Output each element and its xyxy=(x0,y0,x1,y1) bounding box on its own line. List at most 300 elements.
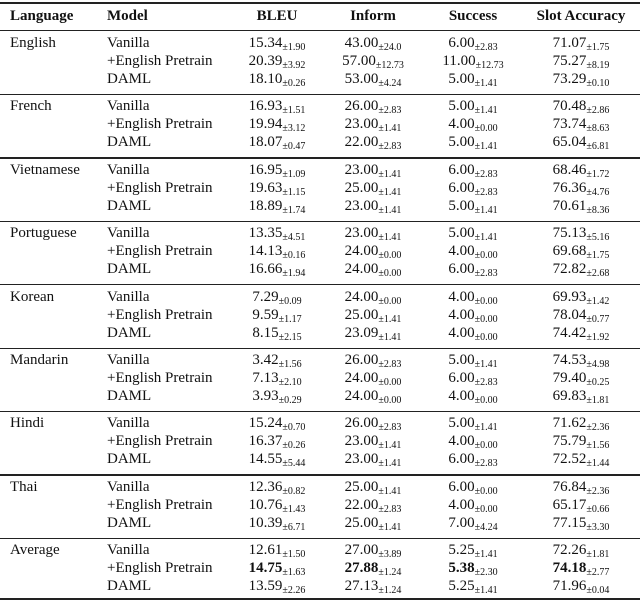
inform-cell xyxy=(328,133,418,156)
inform-std: ±1.41 xyxy=(378,204,402,216)
group-rule xyxy=(0,221,640,222)
slot-cell xyxy=(532,577,630,600)
slot-cell xyxy=(532,133,630,156)
model-label: +English Pretrain xyxy=(107,433,213,450)
success-std: ±1.41 xyxy=(474,232,498,244)
success-std: ±2.83 xyxy=(474,458,498,470)
inform-value: 24.00 xyxy=(344,288,379,305)
bleu-std: ±2.26 xyxy=(282,585,306,597)
model-label: Vanilla xyxy=(107,98,150,115)
inform-std: ±2.83 xyxy=(378,141,402,153)
slot-value: 76.84 xyxy=(552,478,587,495)
table-row xyxy=(0,115,640,133)
inform-std: ±0.00 xyxy=(378,295,402,307)
inform-value: 23.00 xyxy=(344,225,379,242)
success-value: 4.00 xyxy=(448,388,475,404)
bleu-cell xyxy=(232,197,322,220)
bleu-std: ±4.51 xyxy=(282,232,306,244)
bleu-value: 14.75 xyxy=(248,560,283,577)
success-std: ±1.41 xyxy=(474,359,498,370)
bleu-value: 15.24 xyxy=(248,415,283,432)
success-value: 6.00 xyxy=(448,161,475,178)
inform-value: 23.00 xyxy=(344,451,379,468)
bleu-value: 9.59 xyxy=(252,306,279,323)
model-label: DAML xyxy=(107,578,152,595)
success-cell xyxy=(426,514,520,537)
slot-value: 74.42 xyxy=(552,324,587,341)
success-value: 5.00 xyxy=(448,415,475,432)
inform-value: 24.00 xyxy=(344,261,379,278)
language-label: Vietnamese xyxy=(10,161,80,178)
table-row xyxy=(0,133,640,151)
bleu-cell xyxy=(232,133,322,156)
inform-value: 23.00 xyxy=(344,161,379,178)
inform-value: 26.00 xyxy=(344,98,379,115)
table-row xyxy=(0,541,640,559)
success-value: 6.00 xyxy=(448,451,475,468)
inform-std: ±1.41 xyxy=(378,123,402,135)
slot-cell xyxy=(532,387,630,410)
table-row xyxy=(0,432,640,450)
bleu-std: ±0.29 xyxy=(278,395,302,406)
bleu-std: ±1.50 xyxy=(282,549,306,561)
inform-value: 26.00 xyxy=(344,415,379,432)
table-row xyxy=(0,369,640,387)
language-label: Portuguese xyxy=(10,225,77,242)
inform-value: 43.00 xyxy=(344,35,379,51)
inform-cell xyxy=(328,450,418,473)
success-value: 5.00 xyxy=(448,98,475,115)
slot-value: 69.93 xyxy=(552,288,587,305)
success-std: ±1.41 xyxy=(474,585,498,597)
inform-std: ±0.00 xyxy=(378,395,402,406)
bleu-value: 10.39 xyxy=(248,514,283,531)
table-row xyxy=(0,70,640,88)
success-std: ±1.41 xyxy=(474,105,498,117)
bleu-std: ±1.74 xyxy=(282,204,306,216)
success-value: 4.00 xyxy=(448,288,475,305)
bleu-std: ±1.94 xyxy=(282,268,306,280)
inform-std: ±2.83 xyxy=(378,422,402,434)
inform-value: 25.00 xyxy=(344,478,379,495)
table-row xyxy=(0,242,640,260)
slot-value: 74.53 xyxy=(552,352,587,368)
bleu-std: ±3.12 xyxy=(282,123,306,135)
bleu-cell xyxy=(232,514,322,537)
model-label: DAML xyxy=(107,388,152,404)
group-rule xyxy=(0,411,640,412)
table-row xyxy=(0,224,640,242)
inform-value: 25.00 xyxy=(344,514,379,531)
model-label: +English Pretrain xyxy=(107,370,213,386)
group-rule xyxy=(0,284,640,285)
inform-std: ±2.83 xyxy=(378,105,402,117)
header-slot-accuracy: Slot Accuracy xyxy=(536,8,626,24)
bleu-std: ±0.70 xyxy=(282,422,306,434)
model-label: DAML xyxy=(107,261,152,278)
group-rule xyxy=(0,157,640,158)
bleu-cell xyxy=(232,387,322,410)
inform-std: ±0.00 xyxy=(378,250,402,262)
table-row xyxy=(0,387,640,405)
bleu-value: 3.93 xyxy=(252,388,279,404)
slot-std: ±2.36 xyxy=(586,422,610,434)
slot-value: 68.46 xyxy=(552,161,587,178)
bleu-cell xyxy=(232,70,322,93)
model-label: +English Pretrain xyxy=(107,116,213,133)
success-value: 11.00 xyxy=(442,53,476,69)
model-label: Vanilla xyxy=(107,35,150,51)
inform-std: ±2.83 xyxy=(378,503,402,515)
bleu-value: 12.61 xyxy=(248,542,283,559)
slot-std: ±0.77 xyxy=(586,313,610,325)
success-std: ±0.00 xyxy=(474,485,498,497)
success-std: ±1.41 xyxy=(474,141,498,153)
inform-std: ±2.83 xyxy=(378,359,402,370)
bleu-value: 16.95 xyxy=(248,161,283,178)
slot-std: ±4.76 xyxy=(586,186,610,198)
inform-value: 23.00 xyxy=(344,433,379,450)
bleu-std: ±0.16 xyxy=(282,250,306,262)
bleu-value: 16.66 xyxy=(248,261,283,278)
success-std: ±0.00 xyxy=(474,250,498,262)
inform-std: ±1.41 xyxy=(378,168,402,180)
success-std: ±1.41 xyxy=(474,204,498,216)
table-row xyxy=(0,306,640,324)
inform-value: 22.00 xyxy=(344,134,379,151)
model-label: DAML xyxy=(107,324,152,341)
model-label: Vanilla xyxy=(107,542,150,559)
success-std: ±2.83 xyxy=(474,186,498,198)
slot-value: 72.52 xyxy=(552,451,587,468)
slot-value: 72.82 xyxy=(552,261,587,278)
success-std: ±4.24 xyxy=(474,521,498,533)
inform-value: 57.00 xyxy=(342,53,376,69)
inform-value: 25.00 xyxy=(344,306,379,323)
model-label: Vanilla xyxy=(107,225,150,242)
model-label: DAML xyxy=(107,71,152,87)
success-cell xyxy=(426,70,520,93)
inform-cell xyxy=(328,70,418,93)
inform-value: 22.00 xyxy=(344,496,379,513)
table-row xyxy=(0,52,640,70)
bleu-std: ±1.56 xyxy=(278,359,302,370)
inform-value: 26.00 xyxy=(344,352,379,368)
inform-value: 23.09 xyxy=(344,324,379,341)
slot-std: ±1.81 xyxy=(586,395,610,406)
inform-cell xyxy=(328,260,418,283)
slot-std: ±2.36 xyxy=(586,485,610,497)
slot-value: 71.62 xyxy=(552,415,587,432)
slot-value: 74.18 xyxy=(552,560,587,577)
bleu-std: ±3.92 xyxy=(282,60,306,71)
model-label: Vanilla xyxy=(107,352,150,368)
success-value: 4.00 xyxy=(448,324,475,341)
inform-std: ±4.24 xyxy=(378,78,402,89)
table-row xyxy=(0,197,640,215)
table-row xyxy=(0,351,640,369)
inform-value: 23.00 xyxy=(344,116,379,133)
table-row xyxy=(0,514,640,532)
success-std: ±2.83 xyxy=(474,168,498,180)
model-label: +English Pretrain xyxy=(107,306,213,323)
slot-cell xyxy=(532,324,630,347)
language-label: Thai xyxy=(10,478,38,495)
model-label: +English Pretrain xyxy=(107,53,213,69)
success-std: ±2.30 xyxy=(474,567,498,579)
slot-std: ±1.75 xyxy=(586,42,610,53)
success-value: 4.00 xyxy=(448,433,475,450)
table-row xyxy=(0,496,640,514)
success-value: 6.00 xyxy=(448,261,475,278)
table-row xyxy=(0,179,640,197)
success-std: ±2.83 xyxy=(474,42,498,53)
header-language: Language xyxy=(10,8,74,24)
inform-value: 23.00 xyxy=(344,197,379,214)
model-label: DAML xyxy=(107,514,152,531)
slot-std: ±1.56 xyxy=(586,440,610,452)
bleu-value: 7.13 xyxy=(252,370,279,386)
header-rule xyxy=(0,30,640,31)
bleu-std: ±0.47 xyxy=(282,141,306,153)
inform-std: ±1.41 xyxy=(378,313,402,325)
bleu-std: ±0.26 xyxy=(282,78,306,89)
success-value: 5.25 xyxy=(448,578,475,595)
slot-std: ±1.44 xyxy=(586,458,610,470)
success-std: ±0.00 xyxy=(474,295,498,307)
group-rule xyxy=(0,348,640,349)
success-value: 5.00 xyxy=(448,71,475,87)
model-label: +English Pretrain xyxy=(107,496,213,513)
inform-std: ±1.24 xyxy=(378,567,402,579)
success-cell xyxy=(426,387,520,410)
slot-cell xyxy=(532,197,630,220)
model-label: Vanilla xyxy=(107,478,150,495)
success-std: ±12.73 xyxy=(475,60,504,71)
slot-value: 75.13 xyxy=(552,225,587,242)
inform-std: ±0.00 xyxy=(378,268,402,280)
slot-value: 73.29 xyxy=(552,71,587,87)
success-std: ±2.83 xyxy=(474,377,498,388)
success-std: ±0.00 xyxy=(474,395,498,406)
inform-std: ±1.41 xyxy=(378,458,402,470)
inform-std: ±1.24 xyxy=(378,585,402,597)
bleu-std: ±1.17 xyxy=(278,313,302,325)
bleu-std: ±0.26 xyxy=(282,440,306,452)
slot-std: ±0.10 xyxy=(586,78,610,89)
inform-std: ±1.41 xyxy=(378,232,402,244)
success-value: 5.00 xyxy=(448,225,475,242)
model-label: DAML xyxy=(107,451,152,468)
slot-std: ±5.16 xyxy=(586,232,610,244)
slot-std: ±2.68 xyxy=(586,268,610,280)
inform-std: ±3.89 xyxy=(378,549,402,561)
slot-std: ±0.66 xyxy=(586,503,610,515)
success-cell xyxy=(426,450,520,473)
slot-std: ±8.19 xyxy=(586,60,610,71)
slot-value: 71.96 xyxy=(552,578,587,595)
success-std: ±1.41 xyxy=(474,78,498,89)
bleu-cell xyxy=(232,450,322,473)
bleu-value: 19.94 xyxy=(248,116,283,133)
model-label: +English Pretrain xyxy=(107,179,213,196)
inform-cell xyxy=(328,514,418,537)
slot-value: 69.83 xyxy=(552,388,587,404)
success-value: 6.00 xyxy=(448,370,475,386)
inform-std: ±12.73 xyxy=(375,60,404,71)
table-row xyxy=(0,577,640,595)
table-row xyxy=(0,324,640,342)
model-label: DAML xyxy=(107,197,152,214)
slot-value: 78.04 xyxy=(552,306,587,323)
table-row xyxy=(0,450,640,468)
bleu-value: 18.89 xyxy=(248,197,283,214)
group-rule xyxy=(0,474,640,475)
slot-std: ±1.81 xyxy=(586,549,610,561)
bleu-value: 7.29 xyxy=(252,288,279,305)
model-label: +English Pretrain xyxy=(107,560,213,577)
language-label: English xyxy=(10,35,56,51)
bleu-std: ±1.43 xyxy=(282,503,306,515)
inform-std: ±1.41 xyxy=(378,331,402,343)
bleu-value: 14.55 xyxy=(248,451,283,468)
bleu-std: ±2.15 xyxy=(278,331,302,343)
slot-value: 76.36 xyxy=(552,179,587,196)
bleu-value: 8.15 xyxy=(252,324,279,341)
table-row xyxy=(0,288,640,306)
slot-value: 72.26 xyxy=(552,542,587,559)
bleu-std: ±1.63 xyxy=(282,567,306,579)
success-value: 5.00 xyxy=(448,134,475,151)
slot-cell xyxy=(532,450,630,473)
inform-value: 27.13 xyxy=(344,578,379,595)
success-value: 4.00 xyxy=(448,243,475,260)
inform-std: ±1.41 xyxy=(378,186,402,198)
inform-std: ±1.41 xyxy=(378,440,402,452)
top-rule xyxy=(0,2,640,4)
model-label: Vanilla xyxy=(107,161,150,178)
success-cell xyxy=(426,260,520,283)
slot-cell xyxy=(532,260,630,283)
success-std: ±0.00 xyxy=(474,331,498,343)
success-value: 7.00 xyxy=(448,514,475,531)
success-value: 6.00 xyxy=(448,478,475,495)
slot-value: 65.04 xyxy=(552,134,587,151)
inform-cell xyxy=(328,577,418,600)
slot-cell xyxy=(532,70,630,93)
inform-cell xyxy=(328,387,418,410)
table-row xyxy=(0,161,640,179)
success-value: 5.38 xyxy=(448,560,475,577)
header-model: Model xyxy=(107,8,148,24)
success-std: ±2.83 xyxy=(474,268,498,280)
bleu-cell xyxy=(232,324,322,347)
slot-cell xyxy=(532,514,630,537)
table-row xyxy=(0,559,640,577)
inform-value: 24.00 xyxy=(344,370,379,386)
slot-value: 70.48 xyxy=(552,98,587,115)
bleu-value: 3.42 xyxy=(252,352,279,368)
table-row xyxy=(0,260,640,278)
slot-std: ±1.75 xyxy=(586,250,610,262)
bleu-std: ±0.09 xyxy=(278,295,302,307)
inform-cell xyxy=(328,197,418,220)
bleu-std: ±5.44 xyxy=(282,458,306,470)
slot-value: 75.79 xyxy=(552,433,587,450)
slot-value: 77.15 xyxy=(552,514,587,531)
model-label: Vanilla xyxy=(107,415,150,432)
slot-value: 75.27 xyxy=(552,53,587,69)
bleu-value: 16.93 xyxy=(248,98,283,115)
success-std: ±1.41 xyxy=(474,549,498,561)
model-label: DAML xyxy=(107,134,152,151)
success-cell xyxy=(426,197,520,220)
success-value: 6.00 xyxy=(448,179,475,196)
bottom-rule xyxy=(0,598,640,600)
language-label: Average xyxy=(10,542,60,559)
bleu-std: ±2.10 xyxy=(278,377,302,388)
success-value: 6.00 xyxy=(448,35,475,51)
bleu-std: ±0.82 xyxy=(282,485,306,497)
bleu-value: 19.63 xyxy=(248,179,283,196)
table-row xyxy=(0,34,640,52)
slot-value: 73.74 xyxy=(552,116,587,133)
slot-value: 69.68 xyxy=(552,243,587,260)
bleu-value: 13.35 xyxy=(248,225,283,242)
slot-std: ±1.72 xyxy=(586,168,610,180)
bleu-std: ±1.09 xyxy=(282,168,306,180)
slot-value: 71.07 xyxy=(552,35,587,51)
bleu-value: 12.36 xyxy=(248,478,283,495)
success-value: 5.25 xyxy=(448,542,475,559)
header-inform: Inform xyxy=(350,8,396,24)
inform-cell xyxy=(328,324,418,347)
model-label: +English Pretrain xyxy=(107,243,213,260)
slot-std: ±0.04 xyxy=(586,585,610,597)
header-bleu: BLEU xyxy=(256,8,298,24)
success-value: 4.00 xyxy=(448,116,475,133)
header-success: Success xyxy=(448,8,498,24)
slot-std: ±4.98 xyxy=(586,359,610,370)
success-value: 5.00 xyxy=(448,352,475,368)
success-value: 5.00 xyxy=(448,197,475,214)
language-label: Hindi xyxy=(10,415,45,432)
success-std: ±0.00 xyxy=(474,313,498,325)
slot-std: ±8.36 xyxy=(586,204,610,216)
success-cell xyxy=(426,133,520,156)
success-std: ±0.00 xyxy=(474,440,498,452)
slot-std: ±8.63 xyxy=(586,123,610,135)
slot-std: ±2.86 xyxy=(586,105,610,117)
inform-value: 53.00 xyxy=(344,71,379,87)
slot-value: 70.61 xyxy=(552,197,587,214)
bleu-value: 18.07 xyxy=(248,134,283,151)
bleu-cell xyxy=(232,577,322,600)
language-label: Korean xyxy=(10,288,55,305)
language-label: Mandarin xyxy=(10,352,69,368)
slot-std: ±2.77 xyxy=(586,567,610,579)
bleu-std: ±6.71 xyxy=(282,521,306,533)
success-value: 4.00 xyxy=(448,496,475,513)
inform-value: 24.00 xyxy=(344,388,379,404)
bleu-value: 18.10 xyxy=(248,71,283,87)
slot-std: ±0.25 xyxy=(586,377,610,388)
inform-value: 24.00 xyxy=(344,243,379,260)
slot-std: ±1.92 xyxy=(586,331,610,343)
inform-value: 27.88 xyxy=(344,560,379,577)
bleu-value: 14.13 xyxy=(248,243,283,260)
inform-value: 27.00 xyxy=(344,542,379,559)
